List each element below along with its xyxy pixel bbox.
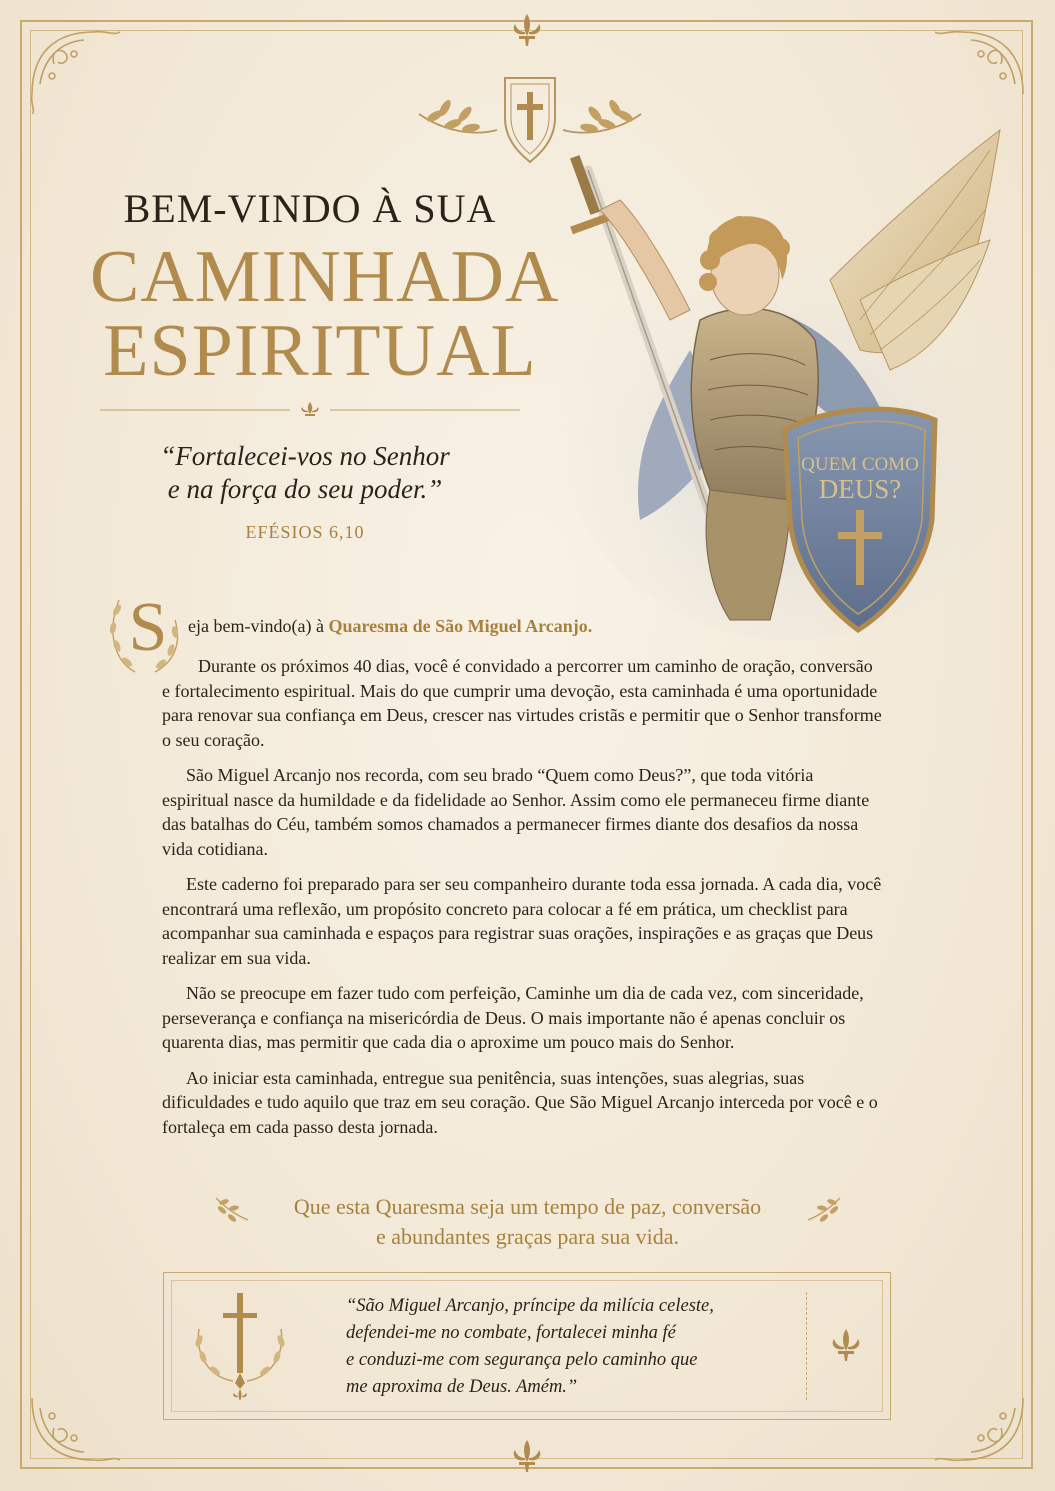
paragraph: São Miguel Arcanjo nos recorda, com seu brado “Quem como Deus?”, que toda vitória espiritual nasce da humildade e da fidelidade ao Senhor. Assim como ele permaneceu firme diante das batalhas do Céu, também somos chamados a permanecer firmes diante dos desafios da nossa vida cotidiana. xyxy=(162,765,870,859)
intro-highlight: Quaresma de São Miguel Arcanjo. xyxy=(328,616,593,636)
shield-motto-line1: QUEM COMO xyxy=(801,454,919,475)
prayer-divider xyxy=(806,1292,808,1400)
intro-line xyxy=(188,616,688,637)
archangel-michael-illustration xyxy=(560,100,1015,640)
epigraph-reference: EFÉSIOS 6,10 xyxy=(245,522,365,542)
page-title-line3: ESPIRITUAL xyxy=(103,310,537,392)
paragraph: Não se preocupe em fazer tudo com perfeição, Caminhe um dia de cada vez, com sinceridade, perseverança e confiança na misericórdia de Deus. O mais importante não é apenas concluir os quarenta dias, mas permitir que cada dia o aproxime um pouco mais do Senhor. xyxy=(162,983,864,1052)
fleur-de-lis-icon xyxy=(507,10,547,50)
page-title-line1: BEM-VINDO À SUA xyxy=(123,186,497,231)
page-title-main xyxy=(90,236,560,392)
drop-cap: S xyxy=(128,589,168,666)
prayer-line2: defendei-me no combate, fortalecei minha fé xyxy=(346,1323,676,1343)
prayer-line3: e conduzi-me com segurança pelo caminho que xyxy=(346,1350,698,1370)
paragraph: Este caderno foi preparado para ser seu companheiro durante toda essa jornada. A cada dia, você encontrará uma reflexão, um propósito concreto para colocar a fé em prática, um checklist para acompanhar sua caminhada e espaços para registrar suas orações, inspirações e as graças que Deus realizar em sua vida. xyxy=(162,874,882,968)
fleur-de-lis-icon xyxy=(826,1325,866,1365)
page-title-line2: CAMINHADA xyxy=(90,236,560,318)
prayer-line4: me aproxima de Deus. Amém.” xyxy=(346,1377,578,1397)
body-text xyxy=(162,654,882,1150)
corner-flourish-icon xyxy=(921,1378,1031,1468)
epigraph-quote xyxy=(120,440,490,506)
shield-motto-line2: DEUS? xyxy=(818,474,902,504)
intro-text: eja bem-vindo(a) à xyxy=(188,616,329,636)
corner-flourish-icon xyxy=(24,1378,134,1468)
prayer-text xyxy=(346,1293,796,1401)
closing-line1: Que esta Quaresma seja um tempo de paz, conversão xyxy=(293,1194,762,1219)
paragraph: Durante os próximos 40 dias, você é convidado a percorrer um caminho de oração, conversão e fortalecimento espiritual. Mais do que cumprir uma devoção, esta caminhada é uma oportunidade para renovar sua confiança em Deus, crescer nas virtudes cristãs e permitir que o Senhor transforme o seu coração. xyxy=(162,656,882,750)
epigraph-line2: e na força do seu poder.” xyxy=(167,474,443,504)
fleur-de-lis-icon xyxy=(507,1436,547,1476)
closing-line2: e abundantes graças para sua vida. xyxy=(376,1224,679,1249)
epigraph-line1: “Fortalecei-vos no Senhor xyxy=(160,441,450,471)
title-divider xyxy=(100,400,520,420)
closing-blessing xyxy=(215,1192,840,1252)
corner-flourish-icon xyxy=(24,24,134,114)
sword-cross-laurel-icon xyxy=(185,1285,295,1405)
paragraph: Ao iniciar esta caminhada, entregue sua penitência, suas intenções, suas alegrias, suas dificuldades e tudo aquilo que traz em seu coração. Que São Miguel Arcanjo interceda por você e o fortaleça em cada passo desta jornada. xyxy=(162,1067,878,1137)
prayer-line1: “São Miguel Arcanjo, príncipe da milícia celeste, xyxy=(346,1296,714,1316)
